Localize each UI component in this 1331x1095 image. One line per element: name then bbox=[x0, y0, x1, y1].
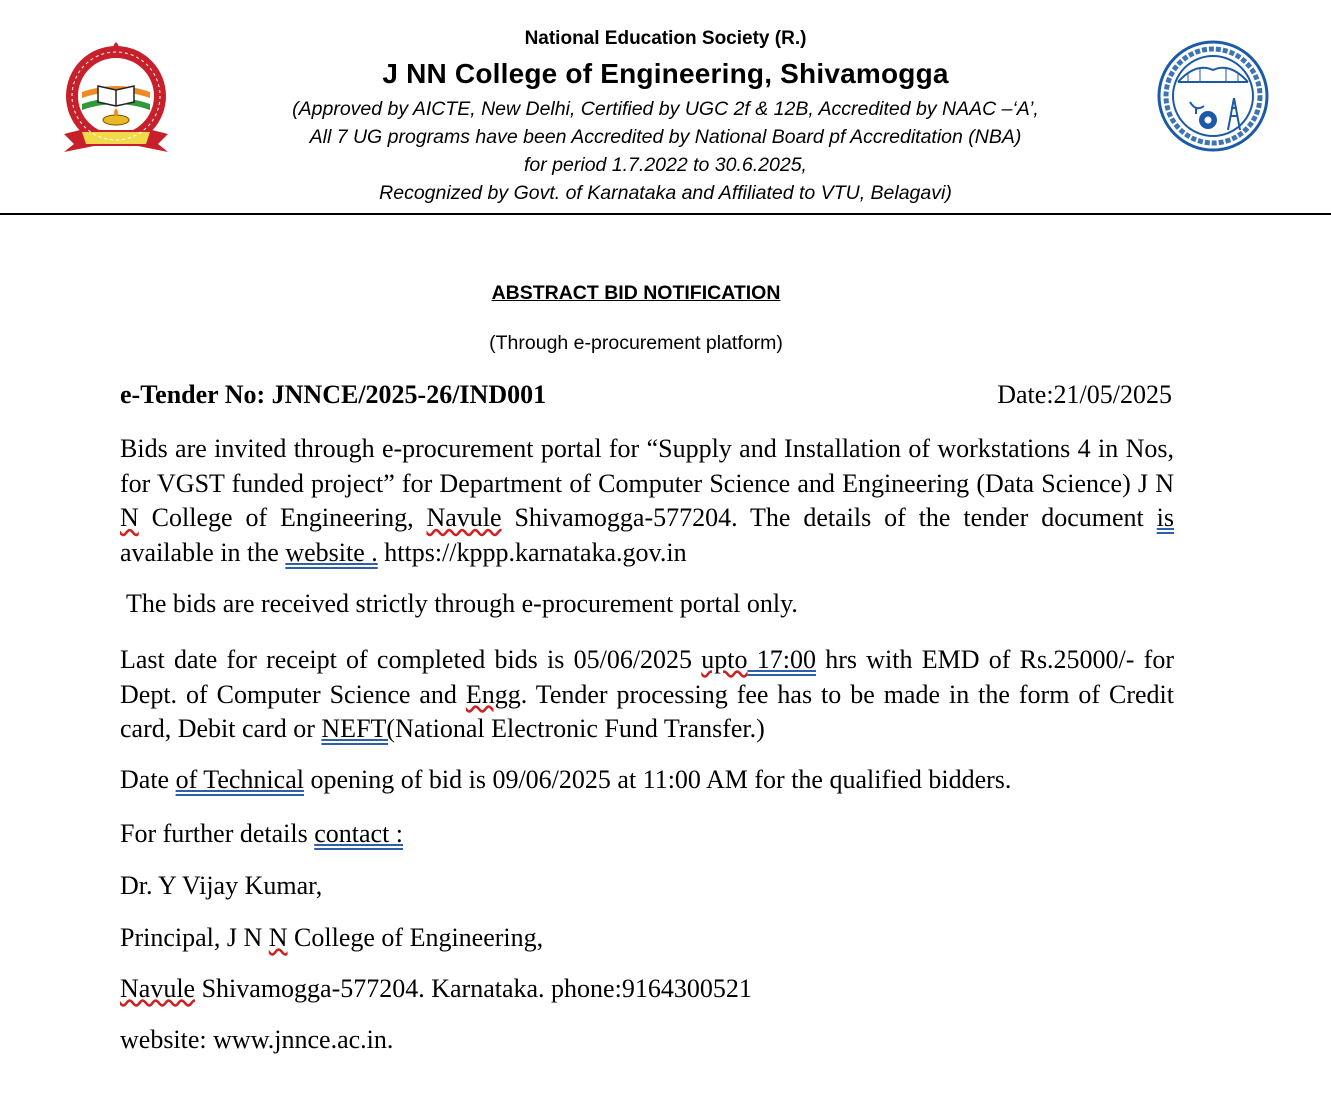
text: College of Engineering, bbox=[138, 503, 427, 533]
spellcheck-word: Navule bbox=[426, 503, 502, 533]
text: . Tender processing fee has to be made in the form of Credit card, Debit card or bbox=[120, 679, 1174, 744]
text: opening of bid is 09/06/2025 at 11:00 AM for the qualified bidders. bbox=[303, 765, 1012, 794]
bid-invitation-paragraph bbox=[120, 432, 1174, 571]
text: National Electronic Fund Transfer.) bbox=[395, 714, 765, 744]
letterhead bbox=[0, 0, 1331, 216]
tender-date: Date:21/05/2025 bbox=[997, 380, 1172, 409]
grammar-flag: of Technical bbox=[175, 765, 304, 794]
notice-title: ABSTRACT BID NOTIFICATION bbox=[491, 282, 781, 304]
text: Bids are invited through e-procurement portal for “Supply and Installation of workstations 4 in Nos, for VGST funded project” for Department of Computer Science and Engineering (Data Science) J N bbox=[120, 434, 1174, 498]
grammar-flag: 17:00 bbox=[747, 645, 816, 674]
text: Date bbox=[120, 765, 176, 794]
contact-name: Dr. Y Vijay Kumar, bbox=[120, 871, 323, 900]
contact-address bbox=[120, 974, 752, 1004]
spellcheck-word: Engg bbox=[465, 679, 521, 709]
text: For further details bbox=[120, 819, 315, 848]
text: Shivamogga-577204. The details of the tender document bbox=[501, 503, 1157, 533]
grammar-flag: website . bbox=[285, 538, 378, 568]
last-date-paragraph bbox=[120, 643, 1174, 747]
spellcheck-word: N bbox=[120, 503, 139, 533]
technical-opening-line bbox=[120, 765, 1011, 795]
bid-submission-note: The bids are received strictly through e-procurement portal only. bbox=[126, 589, 798, 618]
accreditation-line: Recognized by Govt. of Karnataka and Affiliated to VTU, Belagavi) bbox=[379, 182, 952, 204]
header-divider bbox=[0, 213, 1331, 215]
grammar-flag: NEFT( bbox=[321, 714, 396, 744]
grammar-flag: contact : bbox=[314, 819, 404, 848]
society-name: National Education Society (R.) bbox=[524, 28, 807, 49]
accreditation-line: (Approved by AICTE, New Delhi, Certified by UGC 2f & 12B, Accredited by NAAC –‘A’, bbox=[292, 98, 1039, 120]
text: available in the bbox=[120, 538, 286, 568]
text: College of Engineering, bbox=[287, 923, 544, 952]
contact-website: website: www.jnnce.ac.in. bbox=[120, 1025, 394, 1054]
contact-role bbox=[120, 923, 543, 953]
grammar-flag: is bbox=[1156, 503, 1174, 533]
jnn-college-emblem-icon bbox=[1156, 38, 1270, 156]
tender-number: e-Tender No: JNNCE/2025-26/IND001 bbox=[120, 380, 547, 409]
accreditation-line: for period 1.7.2022 to 30.6.2025, bbox=[524, 154, 807, 176]
spellcheck-word: N bbox=[268, 923, 288, 952]
college-name: J NN College of Engineering, Shivamogga bbox=[382, 58, 949, 89]
spellcheck-word: Navule bbox=[120, 974, 196, 1003]
accreditation-line: All 7 UG programs have been Accredited by National Board pf Accreditation (NBA) bbox=[309, 126, 1022, 148]
notice-subtitle: (Through e-procurement platform) bbox=[489, 332, 783, 354]
spellcheck-word: upto bbox=[701, 645, 748, 674]
text: Last date for receipt of completed bids is 05/06/2025 bbox=[120, 645, 702, 674]
portal-url: https://kppp.karnataka.gov.in bbox=[377, 538, 687, 568]
text: hrs with EMD of Rs.25000/- for Dept. of Computer Science and bbox=[120, 645, 1174, 709]
text: Principal, J N bbox=[120, 923, 269, 952]
text: Shivamogga-577204. Karnataka. phone:9164300521 bbox=[195, 974, 752, 1003]
contact-intro bbox=[120, 819, 403, 849]
